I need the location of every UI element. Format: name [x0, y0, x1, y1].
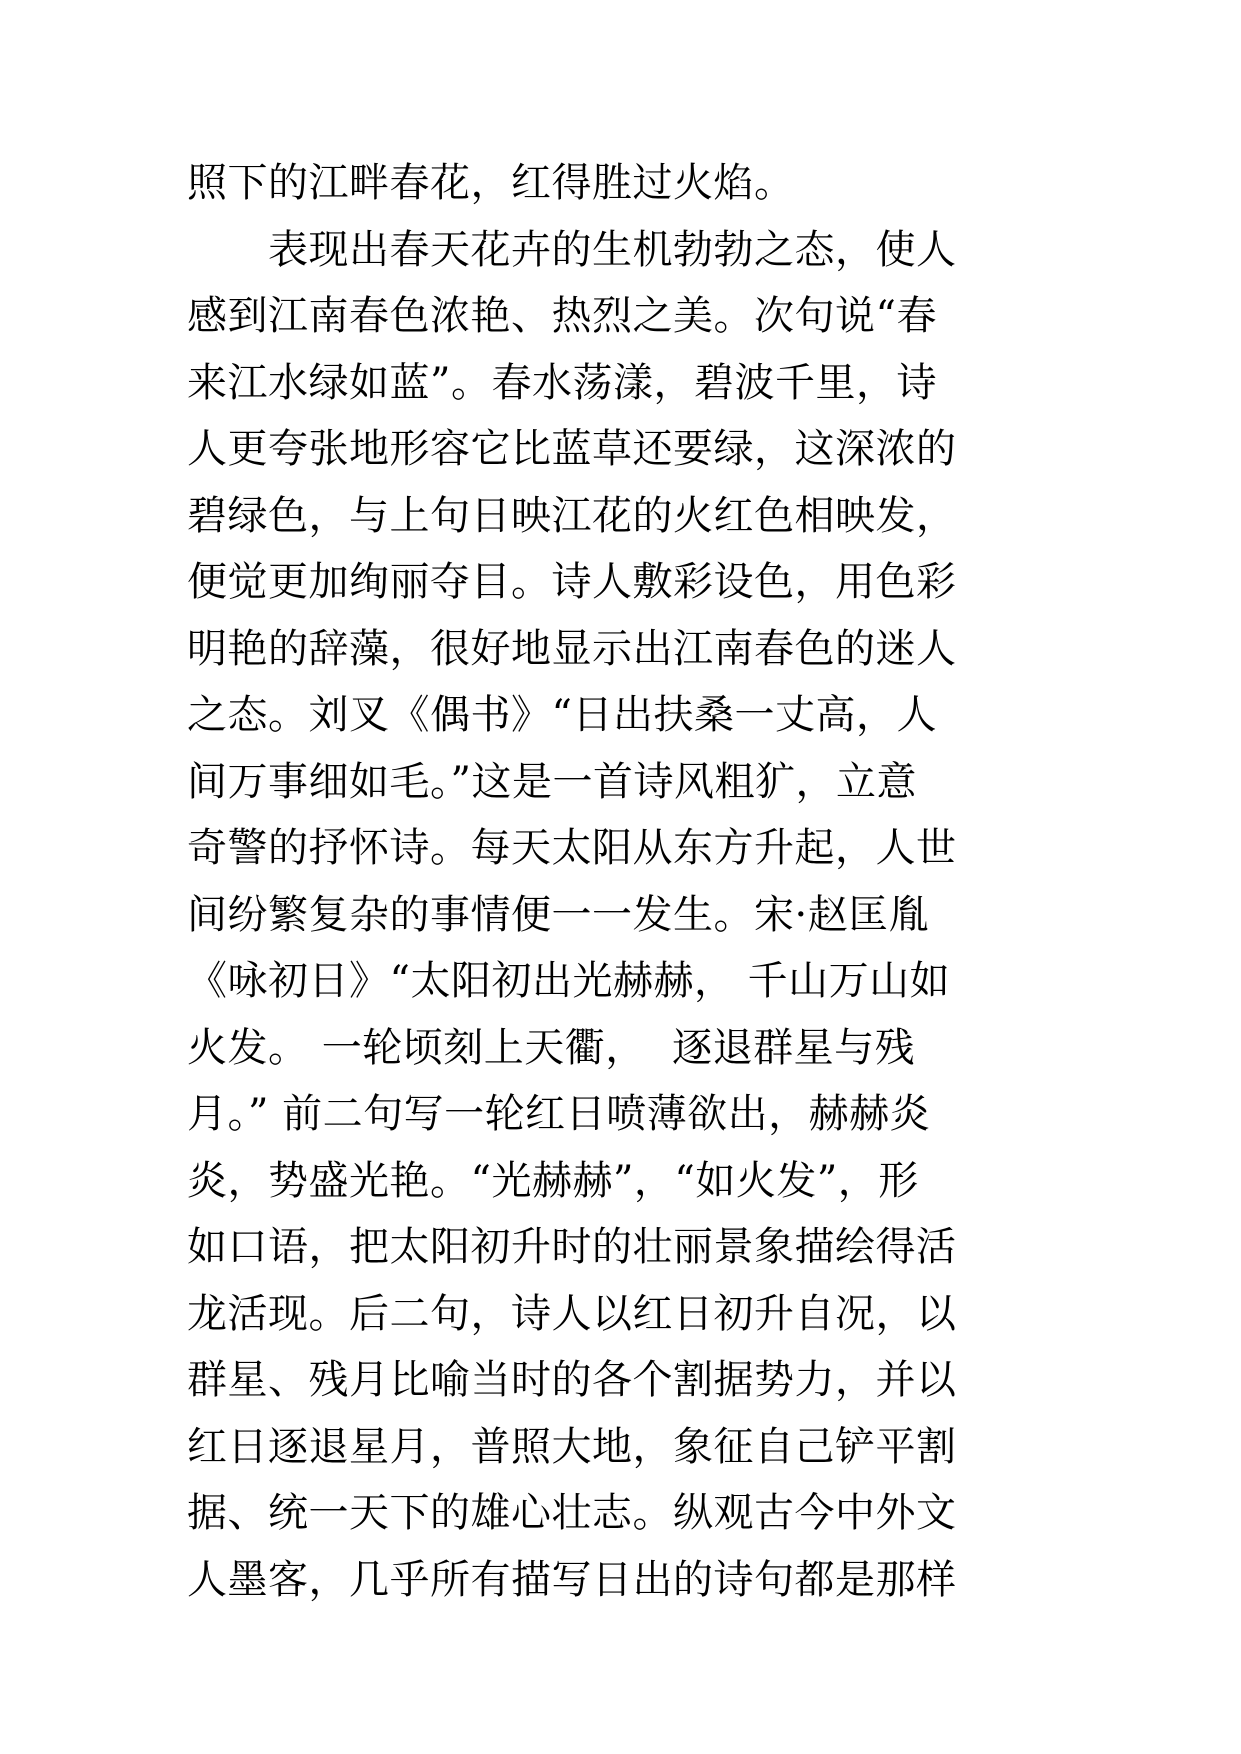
text-line: 奇警的抒怀诗。每天太阳从东方升起，人世 [187, 825, 957, 871]
text-line: 月。” 前二句写一轮红日喷薄欲出，赫赫炎 [187, 1091, 931, 1137]
text-line: 感到江南春色浓艳、热烈之美。次句说“春 [187, 293, 937, 339]
text-line: 群星、残月比喻当时的各个割据势力，并以 [187, 1357, 957, 1403]
text-line: 间纷繁复杂的事情便一一发生。宋·赵匡胤 [187, 891, 930, 938]
text-line: 据、统一天下的雄心壮志。纵观古今中外文 [187, 1490, 957, 1536]
text-line: 人更夸张地形容它比蓝草还要绿，这深浓的 [187, 426, 957, 472]
text-line: 炎，势盛光艳。“光赫赫”，“如火发”，形 [187, 1157, 919, 1204]
text-line: 龙活现。后二句，诗人以红日初升自况，以 [187, 1290, 957, 1337]
text-line: 火发。 一轮顷刻上天衢， 逐退群星与残 [187, 1024, 916, 1071]
text-line: 红日逐退星月，普照大地，象征自己铲平割 [187, 1423, 957, 1470]
text-line: 人墨客，几乎所有描写日出的诗句都是那样 [187, 1556, 957, 1603]
text-line: 明艳的辞藻，很好地显示出江南春色的迷人 [187, 625, 957, 672]
text-line: 《咏初日》“太阳初出光赫赫， 千山万山如 [187, 958, 951, 1004]
text-line: 照下的江畔春花，红得胜过火焰。 [187, 160, 795, 206]
text-line: 便觉更加绚丽夺目。诗人敷彩设色，用色彩 [187, 559, 957, 605]
text-line: 表现出春天花卉的生机勃勃之态，使人 [187, 226, 957, 273]
text-line: 间万事细如毛。”这是一首诗风粗犷，立意 [187, 758, 917, 805]
body-text [187, 150, 1067, 1613]
text-line: 来江水绿如蓝”。春水荡漾，碧波千里，诗 [187, 359, 937, 406]
text-line: 之态。刘叉《偶书》“日出扶桑一丈高，人 [187, 692, 937, 738]
text-line: 如口语，把太阳初升时的壮丽景象描绘得活 [187, 1224, 957, 1270]
text-line: 碧绿色，与上句日映江花的火红色相映发， [187, 492, 957, 539]
